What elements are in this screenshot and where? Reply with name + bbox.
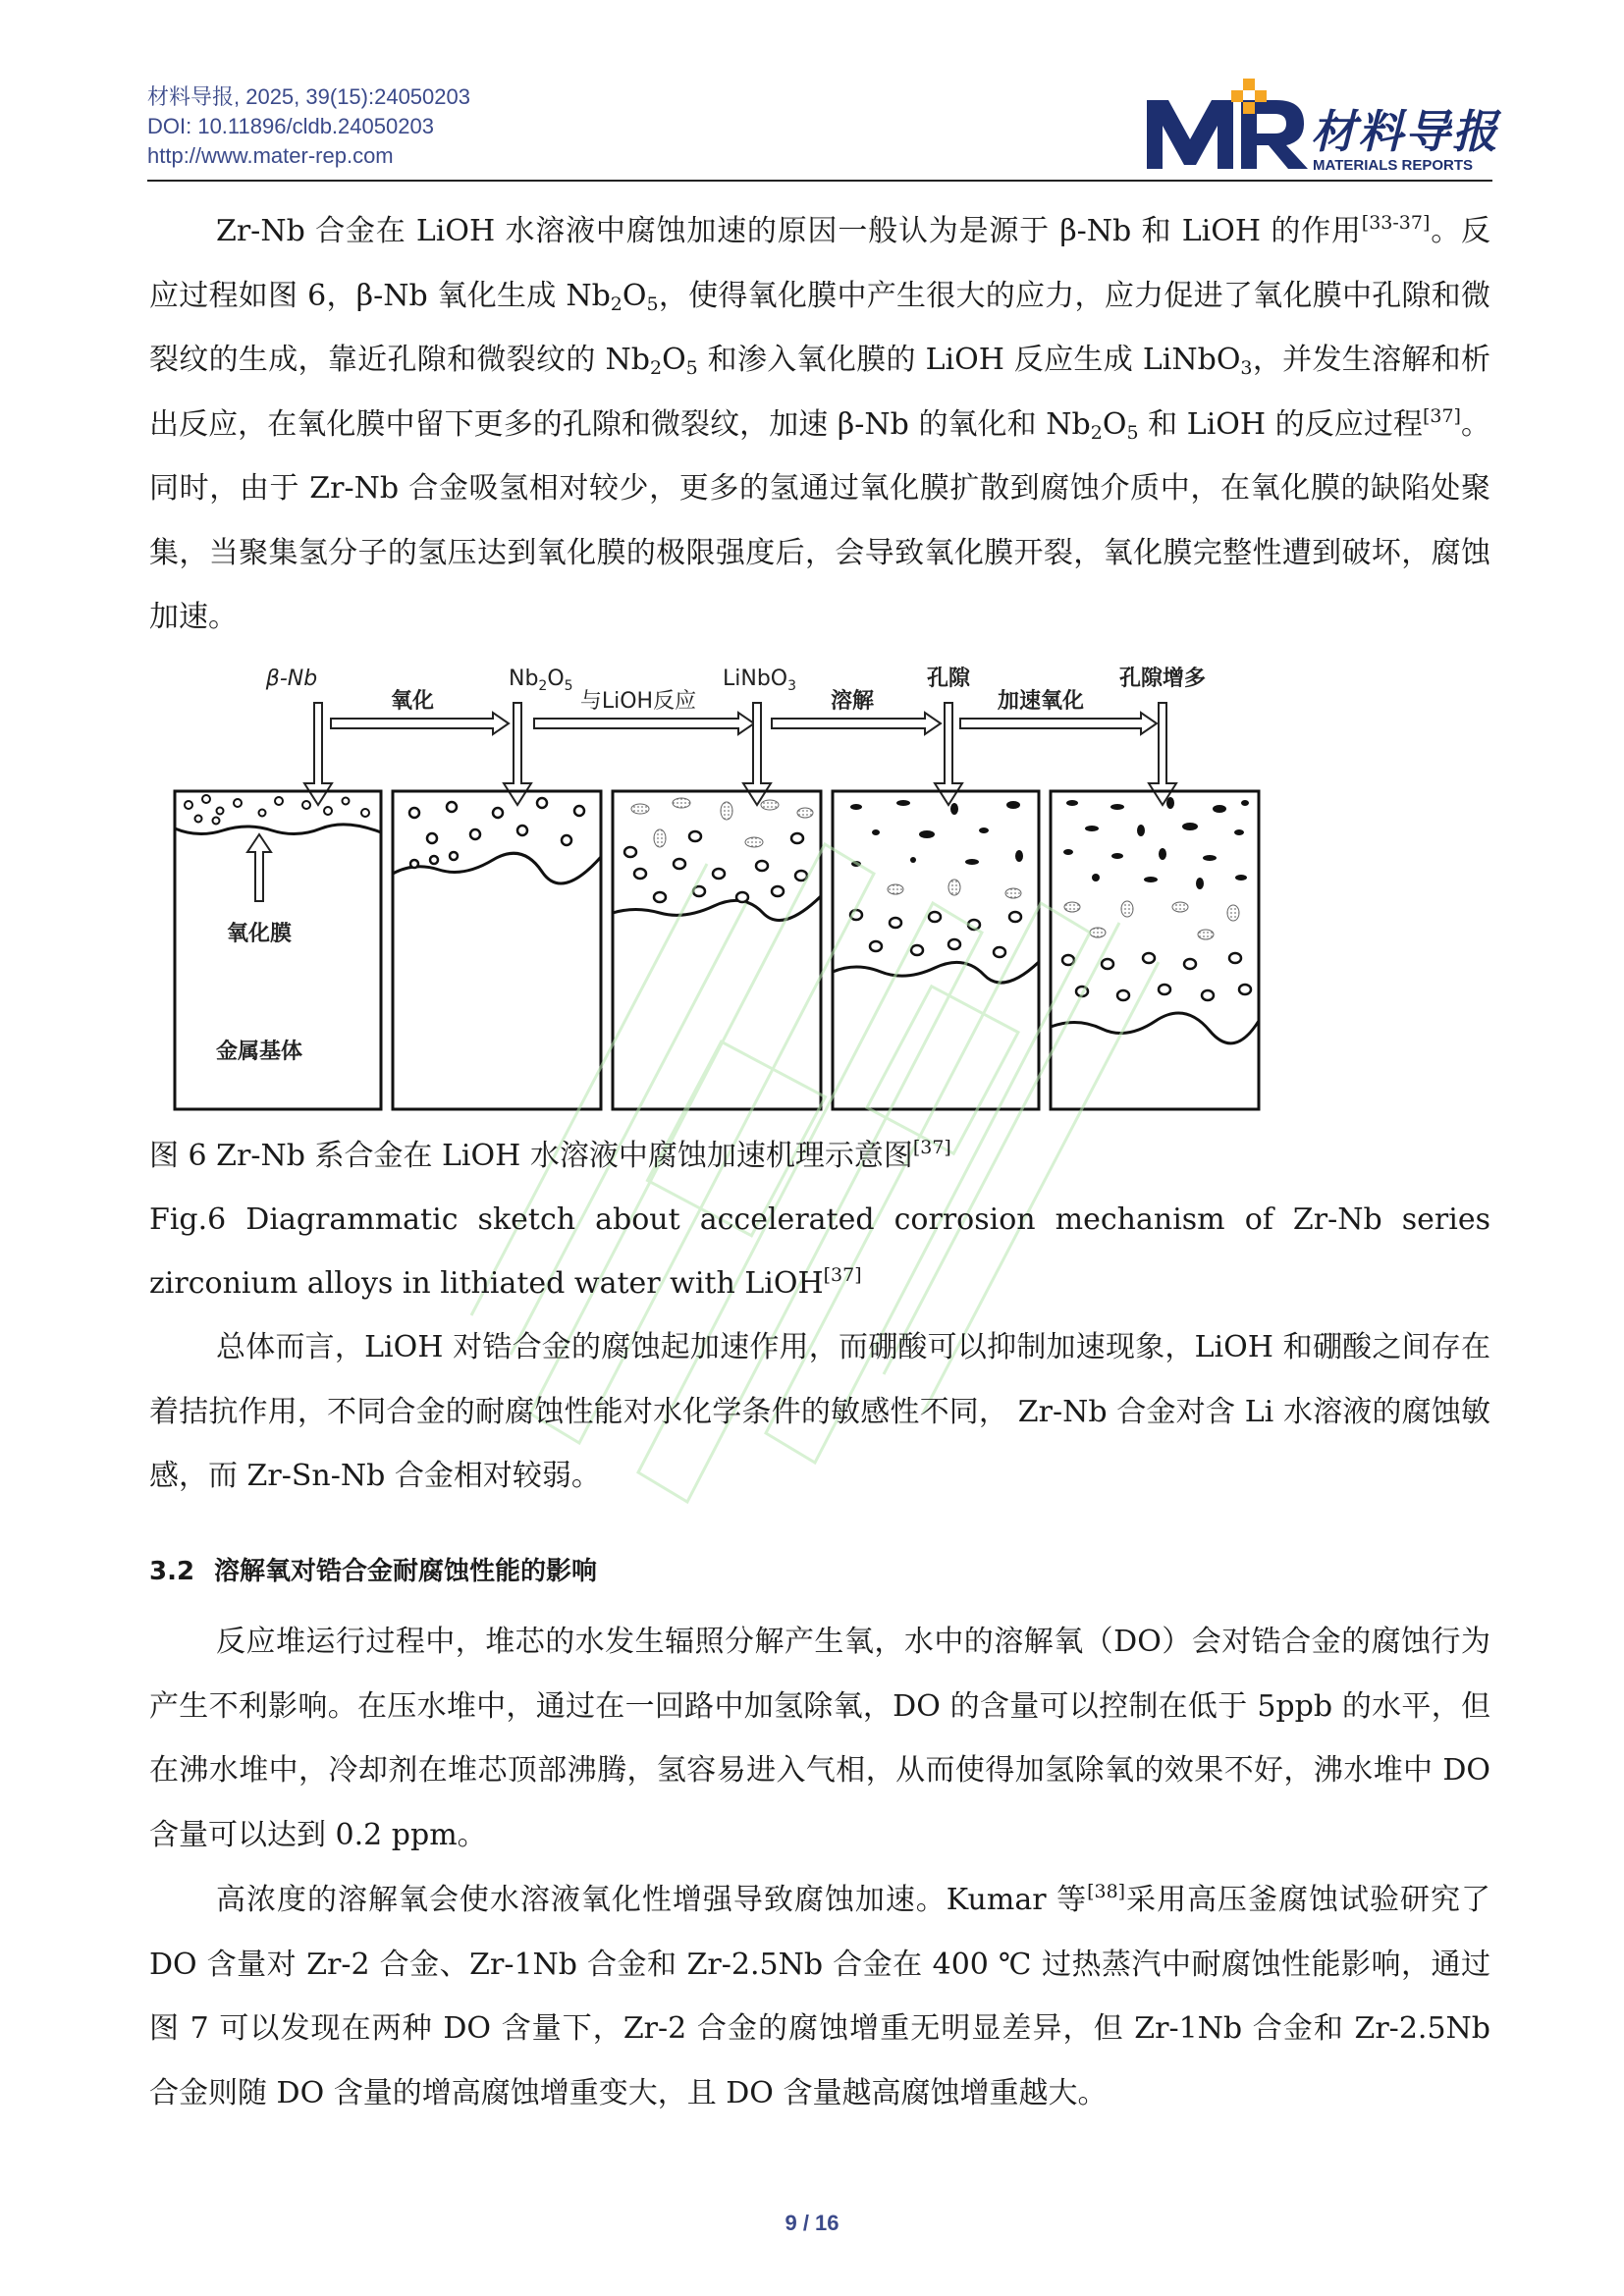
subscript: 5 [646, 293, 659, 315]
subscript: 2 [610, 293, 623, 315]
label-pores: 孔隙 [926, 667, 971, 691]
text-span: 。反应过程如图 6，β-Nb 氧化生成 Nb [149, 214, 1491, 313]
subscript: 2 [1090, 421, 1103, 444]
label-beta-nb: β-Nb [265, 667, 318, 691]
paragraph-3: 反应堆运行过程中，堆芯的水发生辐照分解产生氧，水中的溶解氧（DO）会对锆合金的腐蚀行为产生不利影响。在压水堆中，通过在一回路中加氢除氧，DO 的含量可以控制在低于 5ppb 的水平，但在沸水堆中，冷却剂在堆芯顶部沸腾，氢容易进入气相，从而使得加氢除氧的效果不好，沸水堆中 DO 含量可以达到 0.2 ppm。 [149, 1625, 1490, 1852]
label-accelerated-oxidation: 加速氧化 [997, 689, 1085, 714]
paragraph-1 [149, 199, 1490, 650]
interface-1 [175, 825, 381, 834]
interface-4 [833, 962, 1039, 983]
label-react-lioh: 与LiOH反应 [579, 689, 697, 714]
journal-url[interactable]: http://www.mater-rep.com [147, 143, 394, 168]
arrow-up-oxide [247, 834, 271, 901]
text-span: O [622, 278, 647, 313]
text-span: 。同时，由于 Zr-Nb 合金吸氢相对较少，更多的氢通过氧化膜扩散到腐蚀介质中，在氧化膜的缺陷处聚集，当聚集氢分子的氢压达到氧化膜的极限强度后，会导致氧化膜开裂，氧化膜完整性遭到破坏，腐蚀加速。 [149, 406, 1491, 634]
page-number: 9 / 16 [785, 2211, 839, 2235]
journal-citation: 材料导报, 2025, 39(15):24050203 [147, 84, 470, 109]
figure-6 [169, 656, 1269, 1121]
interface-5 [1051, 1013, 1259, 1043]
panel-4 [833, 791, 1039, 1109]
paragraph-4 [149, 1868, 1490, 2125]
caption-en-text: Fig.6 Diagrammatic sketch about accelerated corrosion mechanism of Zr-Nb series zirconium alloys in lithiated water with LiOH [149, 1202, 1490, 1301]
label-metal-matrix: 金属基体 [215, 1040, 303, 1064]
subscript: 3 [1240, 357, 1253, 379]
interface-2 [393, 853, 601, 883]
label-oxidation: 氧化 [390, 689, 435, 714]
text-span: Zr-Nb 合金在 LiOH 水溶液中腐蚀加速的原因一般认为是源于 β-Nb 和 LiOH 的作用 [216, 214, 1362, 248]
section-number: 3.2 [149, 1557, 195, 1586]
label-linbo3: LiNbO$_3$ [723, 667, 797, 694]
panel-5 [1051, 791, 1259, 1109]
citation-ref: [33-37] [1361, 212, 1431, 234]
logo-english-text: MATERIALS REPORTS [1313, 157, 1474, 174]
figure-caption-en [149, 1188, 1490, 1315]
arrow-down-5 [1149, 703, 1176, 805]
arrow-react [534, 713, 754, 734]
label-nb2o5: $Nb_2O_5$ [509, 667, 573, 694]
citation-ref: [37] [912, 1137, 951, 1158]
section-title: 溶解氧对锆合金耐腐蚀性能的影响 [214, 1557, 598, 1586]
subscript: 5 [1126, 421, 1139, 444]
interface-3 [613, 896, 821, 920]
label-oxide-film: 氧化膜 [226, 922, 293, 946]
subscript: 2 [649, 357, 663, 379]
journal-logo [1139, 79, 1499, 177]
header-divider [147, 180, 1492, 182]
citation-ref: [37] [1422, 404, 1461, 427]
text-span: 和渗入氧化膜的 LiOH 反应生成 LiNbO [697, 343, 1241, 377]
text-span: ，并发生溶解和析出反应，在氧化膜中留下更多的孔隙和微裂纹，加速 β-Nb 的氧化和 Nb [149, 343, 1491, 442]
arrow-dissolve [772, 713, 941, 734]
text-span: O [662, 343, 686, 377]
text-span: 和 LiOH 的反应过程 [1138, 406, 1423, 442]
journal-meta [147, 82, 470, 171]
page-header [147, 79, 1499, 177]
citation-ref: [38] [1087, 1881, 1126, 1902]
arrow-oxidation [331, 713, 509, 734]
logo-chinese-text: 材料导报 [1311, 105, 1499, 158]
label-dissolve: 溶解 [830, 689, 875, 714]
caption-cn-text: 图 6 Zr-Nb 系合金在 LiOH 水溶液中腐蚀加速机理示意图 [149, 1139, 913, 1173]
corrosion-mechanism-diagram [169, 656, 1269, 1117]
section-heading [149, 1551, 597, 1587]
text-span: 采用高压釜腐蚀试验研究了 DO 含量对 Zr-2 合金、Zr-1Nb 合金和 Zr-2.5Nb 合金在 400 ℃ 过热蒸汽中耐腐蚀性能影响，通过图 7 可以发现在两种 DO 含量下，Zr-2 合金的腐蚀增重无明显差异，但 Zr-1Nb 合金和 Zr-2.5Nb 合金则随 DO 含量的增高腐蚀增重变大，且 DO 含量越高腐蚀增重越大。 [149, 1883, 1490, 2110]
figure-caption-cn [149, 1124, 1490, 1188]
paragraph-2: 总体而言，LiOH 对锆合金的腐蚀起加速作用，而硼酸可以抑制加速现象，LiOH 和硼酸之间存在着拮抗作用，不同合金的耐腐蚀性能对水化学条件的敏感性不同， Zr-Nb 合金对含 Li 水溶液的腐蚀敏感，而 Zr-Sn-Nb 合金相对较弱。 [149, 1330, 1490, 1493]
citation-ref: [37] [823, 1264, 862, 1286]
arrow-accelerate [960, 713, 1157, 734]
panel-3 [613, 791, 821, 1109]
mr-logo-icon [1139, 79, 1316, 177]
arrow-down-2 [504, 703, 531, 805]
text-span: O [1102, 406, 1127, 442]
arrow-down-1 [304, 703, 332, 805]
text-span: 高浓度的溶解氧会使水溶液氧化性增强导致腐蚀加速。Kumar 等 [216, 1883, 1088, 1917]
doi-link[interactable]: DOI: 10.11896/cldb.24050203 [147, 114, 434, 138]
subscript: 5 [685, 357, 698, 379]
arrow-down-4 [935, 703, 962, 805]
text-span: ，使得氧化膜中产生很大的应力，应力促进了氧化膜中孔隙和微裂纹的生成，靠近孔隙和微裂纹的 Nb [149, 278, 1490, 377]
label-more-pores: 孔隙增多 [1118, 667, 1207, 691]
